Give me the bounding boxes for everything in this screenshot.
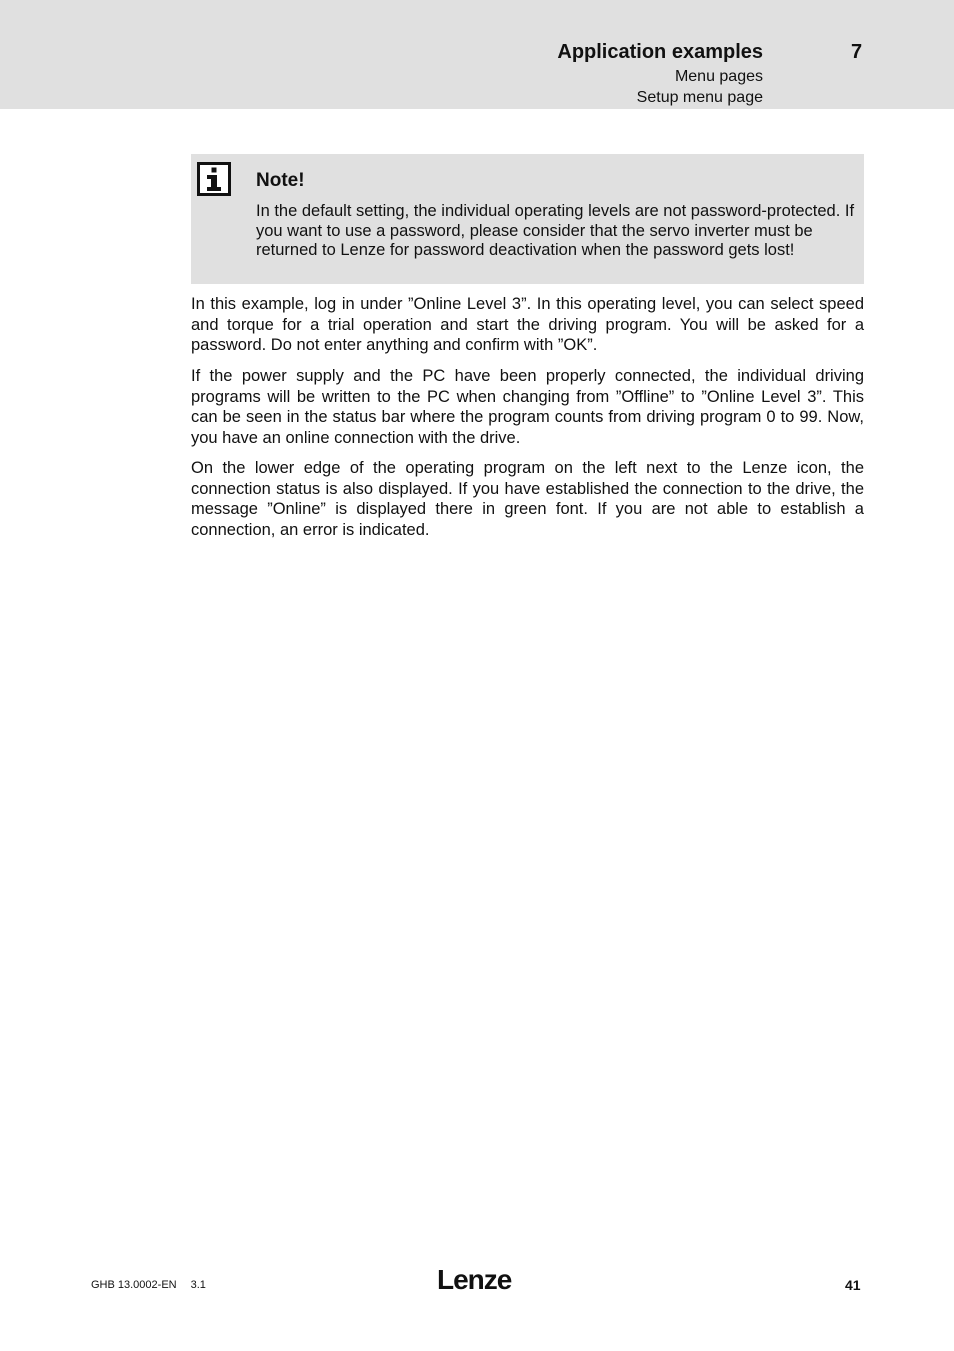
subsection-title: Menu pages [674,68,763,85]
section-title: Application examples [557,41,763,63]
document-number: GHB 13.0002-EN [91,1279,177,1291]
paragraph-status: On the lower edge of the operating program on the left next to the Lenze icon, the connection status is also displayed. If you have established the connection to the drive, the message ”Online” is displayed there in green font. If you are not able to establish a connection, an error is indicated. [191,459,864,540]
footer-document-id [91,1279,206,1291]
note-box [191,154,864,284]
paragraph-login: In this example, log in under ”Online Level 3”. In this operating level, you can select speed and torque for a trial operation and start the driving program. You will be asked for a password. Do not enter anything and confirm with ”OK”. [191,295,864,355]
lenze-logo: Lenze [437,1264,512,1295]
subsubsection-title: Setup menu page [636,89,763,106]
note-text: In the default setting, the individual operating levels are not password-protected. If you want to use a password, please consider that the servo inverter must be returned to Lenze for password deactivation when the password gets lost! [256,202,855,260]
page-number: 41 [845,1277,861,1293]
info-icon [197,162,231,196]
paragraph-connection: If the power supply and the PC have been properly connected, the individual driving programs will be written to the PC when changing from ”Offline” to ”Online Level 3”. This can be seen in the status bar where the program counts from driving program 0 to 99. Now, you have an online connection with the drive. [191,367,864,448]
chapter-number: 7 [851,41,863,63]
note-title: Note! [256,170,305,191]
document-version: 3.1 [190,1279,206,1291]
header-band [0,0,954,109]
